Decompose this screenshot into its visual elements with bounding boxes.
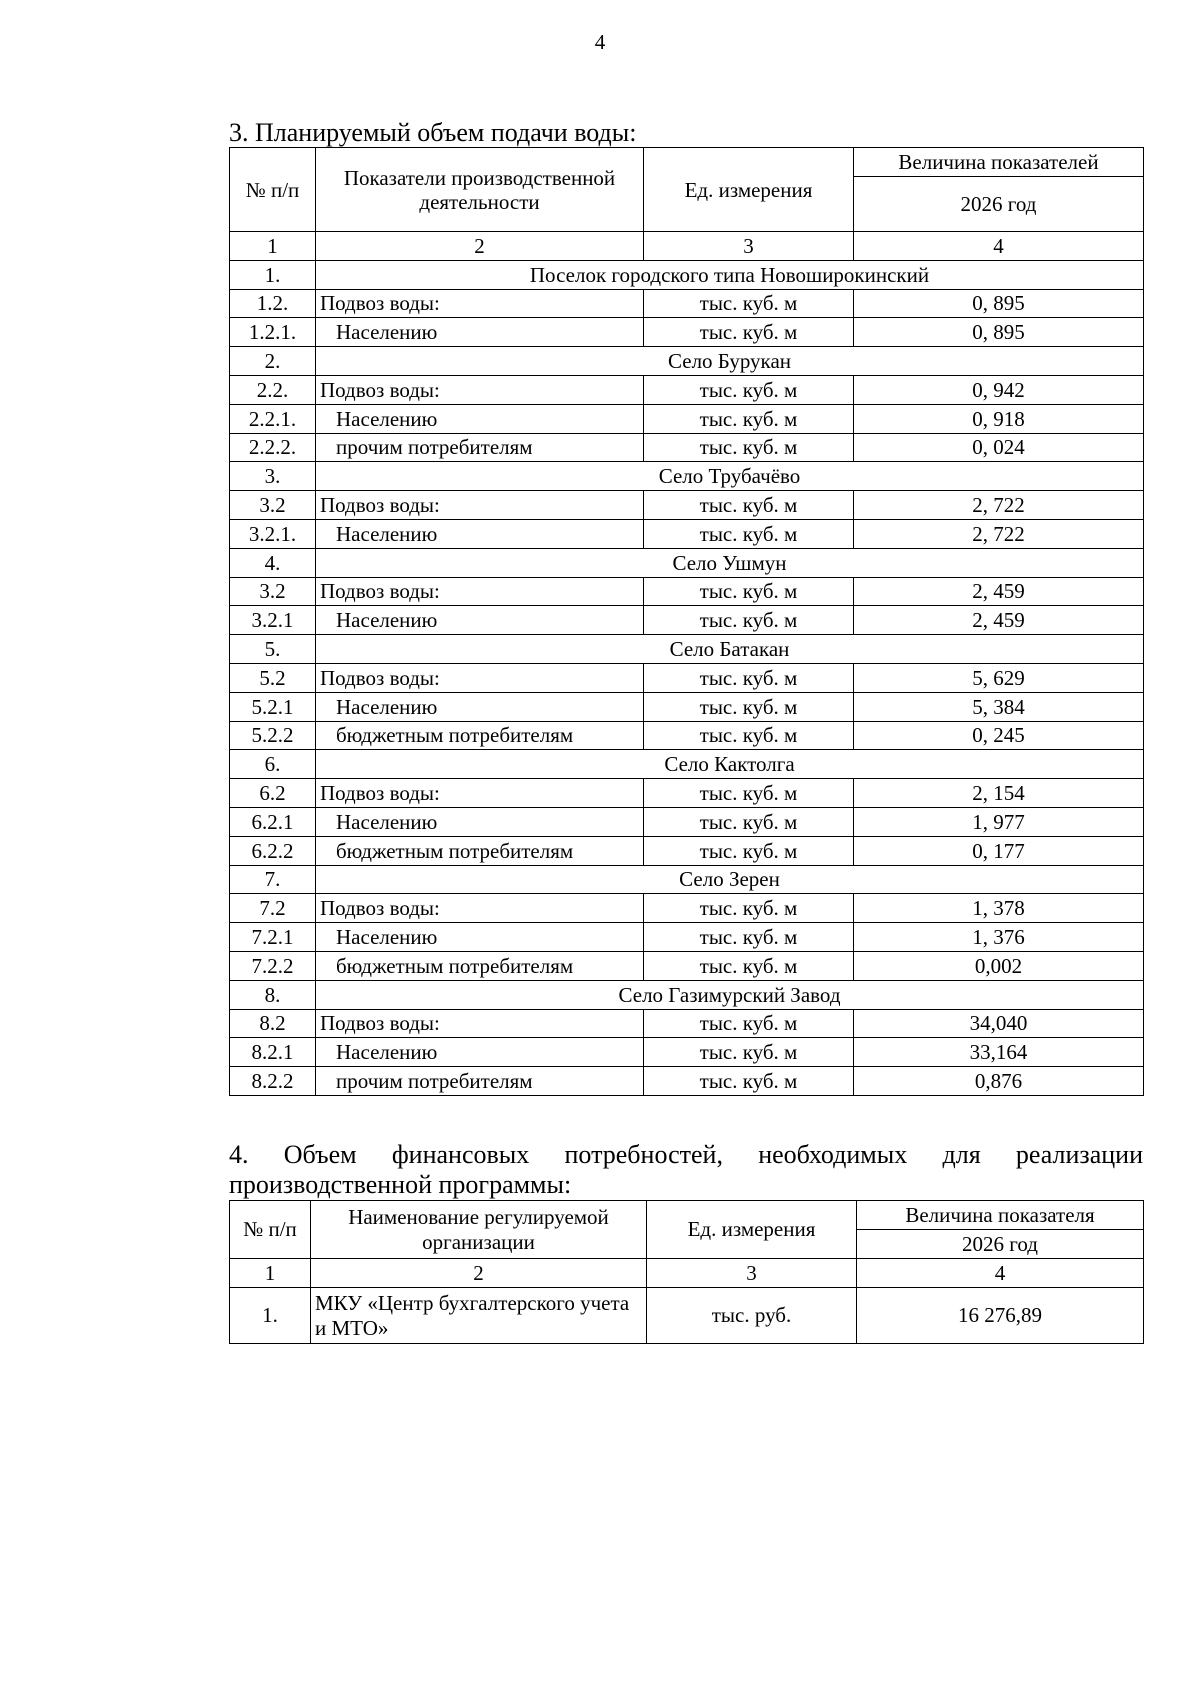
section-3-title: 3. Планируемый объем подачи воды: [229,118,637,147]
header-num: № п/п [230,1201,311,1259]
value: 0, 918 [854,404,1144,433]
table-row [230,1009,1144,1038]
row-num: 3.2.1 [230,606,316,635]
settlement-name: Село Бурукан [316,347,1144,376]
group-number: 7. [230,865,316,894]
table-row [230,779,1144,808]
table-row [230,807,1144,836]
row-num: 3.2 [230,491,316,520]
indicator-label: Подвоз воды: [316,375,644,404]
group-number: 4. [230,548,316,577]
value: 0, 895 [854,318,1144,347]
row-num: 3.2.1. [230,519,316,548]
unit: тыс. куб. м [644,923,854,952]
row-num: 6.2.1 [230,807,316,836]
water-supply-table [229,147,1144,1096]
value: 0, 177 [854,836,1144,865]
indicator-label: Населению [316,318,644,347]
row-num: 5.2.1 [230,692,316,721]
unit: тыс. куб. м [644,951,854,980]
column-number: 3 [644,232,854,261]
indicator-label: Населению [316,519,644,548]
settlement-name: Село Зерен [316,865,1144,894]
row-num: 8.2.2 [230,1067,316,1096]
table-row [230,433,1144,462]
value: 2, 154 [854,779,1144,808]
indicator-label: Подвоз воды: [316,577,644,606]
indicator-label: Населению [316,404,644,433]
value: 16 276,89 [857,1288,1144,1344]
table-row [230,923,1144,952]
value: 5, 629 [854,663,1144,692]
section-4-title: 4. Объем финансовых потребностей, необходимых для реализации производственной программы: [229,1140,1143,1199]
row-num: 8.2 [230,1009,316,1038]
group-number: 5. [230,635,316,664]
indicator-label: Населению [316,1038,644,1067]
settlement-name: Село Ушмун [316,548,1144,577]
row-num: 3.2 [230,577,316,606]
header-unit: Ед. измерения [644,148,854,232]
value: 33,164 [854,1038,1144,1067]
unit: тыс. куб. м [644,692,854,721]
header-indicator: Показатели производственной деятельности [316,148,644,232]
row-num: 2.2.1. [230,404,316,433]
settlement-name: Село Батакан [316,635,1144,664]
group-number: 6. [230,750,316,779]
table-row [230,894,1144,923]
value: 5, 384 [854,692,1144,721]
table-row [230,836,1144,865]
indicator-label: бюджетным потребителям [316,951,644,980]
table-row [230,577,1144,606]
unit: тыс. куб. м [644,836,854,865]
column-number: 1 [230,232,316,261]
indicator-label: Подвоз воды: [316,1009,644,1038]
unit: тыс. куб. м [644,577,854,606]
unit: тыс. куб. м [644,894,854,923]
settlement-name: Поселок городского типа Новоширокинский [316,260,1144,289]
table-row [230,318,1144,347]
indicator-label: Населению [316,606,644,635]
unit: тыс. куб. м [644,433,854,462]
value: 2, 722 [854,519,1144,548]
unit: тыс. руб. [647,1288,857,1344]
header-year: 2026 год [857,1230,1144,1259]
indicator-label: прочим потребителям [316,433,644,462]
table-row [230,1038,1144,1067]
group-number: 1. [230,260,316,289]
row-num: 6.2.2 [230,836,316,865]
value: 1, 376 [854,923,1144,952]
column-number: 3 [647,1259,857,1288]
indicator-label: Подвоз воды: [316,779,644,808]
table-row [230,606,1144,635]
indicator-label: Населению [316,923,644,952]
settlement-name: Село Трубачёво [316,462,1144,491]
group-number: 3. [230,462,316,491]
indicator-label: Подвоз воды: [316,894,644,923]
group-row [230,462,1144,491]
header-num: № п/п [230,148,316,232]
group-row [230,750,1144,779]
table-row [230,721,1144,750]
unit: тыс. куб. м [644,1038,854,1067]
table-row [230,663,1144,692]
indicator-label: бюджетным потребителям [316,836,644,865]
value: 1, 378 [854,894,1144,923]
unit: тыс. куб. м [644,375,854,404]
row-num: 6.2 [230,779,316,808]
table-row [230,404,1144,433]
indicator-label: прочим потребителям [316,1067,644,1096]
column-number: 2 [311,1259,647,1288]
column-number: 4 [854,232,1144,261]
group-row [230,548,1144,577]
row-num: 7.2.1 [230,923,316,952]
group-row [230,347,1144,376]
value: 0,876 [854,1067,1144,1096]
row-num: 1.2. [230,289,316,318]
table-row [230,1067,1144,1096]
column-number: 2 [316,232,644,261]
row-num: 2.2.2. [230,433,316,462]
value: 1, 977 [854,807,1144,836]
value: 0, 895 [854,289,1144,318]
indicator-label: Населению [316,692,644,721]
row-num: 5.2 [230,663,316,692]
header-value: Величина показателей [854,148,1144,177]
value: 0,002 [854,951,1144,980]
unit: тыс. куб. м [644,289,854,318]
row-num: 1. [230,1288,311,1344]
value: 2, 459 [854,606,1144,635]
group-row [230,865,1144,894]
group-number: 8. [230,980,316,1009]
header-unit: Ед. измерения [647,1201,857,1259]
unit: тыс. куб. м [644,1009,854,1038]
header-value: Величина показателя [857,1201,1144,1230]
header-year: 2026 год [854,177,1144,232]
value: 2, 459 [854,577,1144,606]
settlement-name: Село Кактолга [316,750,1144,779]
table-row [230,519,1144,548]
organization-name: МКУ «Центр бухгалтерского учета и МТО» [311,1288,647,1344]
unit: тыс. куб. м [644,404,854,433]
group-row [230,980,1144,1009]
unit: тыс. куб. м [644,606,854,635]
header-organization: Наименование регулируемой организации [311,1201,647,1259]
table-row [230,692,1144,721]
value: 0, 024 [854,433,1144,462]
row-num: 2.2. [230,375,316,404]
value: 2, 722 [854,491,1144,520]
row-num: 7.2.2 [230,951,316,980]
group-row [230,260,1144,289]
unit: тыс. куб. м [644,807,854,836]
group-number: 2. [230,347,316,376]
settlement-name: Село Газимурский Завод [316,980,1144,1009]
unit: тыс. куб. м [644,663,854,692]
table-row [230,289,1144,318]
unit: тыс. куб. м [644,491,854,520]
table-row [230,375,1144,404]
indicator-label: Подвоз воды: [316,491,644,520]
table-row [230,951,1144,980]
unit: тыс. куб. м [644,721,854,750]
row-num: 5.2.2 [230,721,316,750]
table-row [230,491,1144,520]
unit: тыс. куб. м [644,1067,854,1096]
indicator-label: Подвоз воды: [316,289,644,318]
unit: тыс. куб. м [644,519,854,548]
page-number: 4 [594,30,606,54]
indicator-label: Подвоз воды: [316,663,644,692]
financial-needs-table [229,1200,1144,1344]
value: 34,040 [854,1009,1144,1038]
indicator-label: Населению [316,807,644,836]
unit: тыс. куб. м [644,318,854,347]
value: 0, 245 [854,721,1144,750]
group-row [230,635,1144,664]
indicator-label: бюджетным потребителям [316,721,644,750]
row-num: 7.2 [230,894,316,923]
row-num: 1.2.1. [230,318,316,347]
row-num: 8.2.1 [230,1038,316,1067]
value: 0, 942 [854,375,1144,404]
column-number: 1 [230,1259,311,1288]
unit: тыс. куб. м [644,779,854,808]
column-number: 4 [857,1259,1144,1288]
